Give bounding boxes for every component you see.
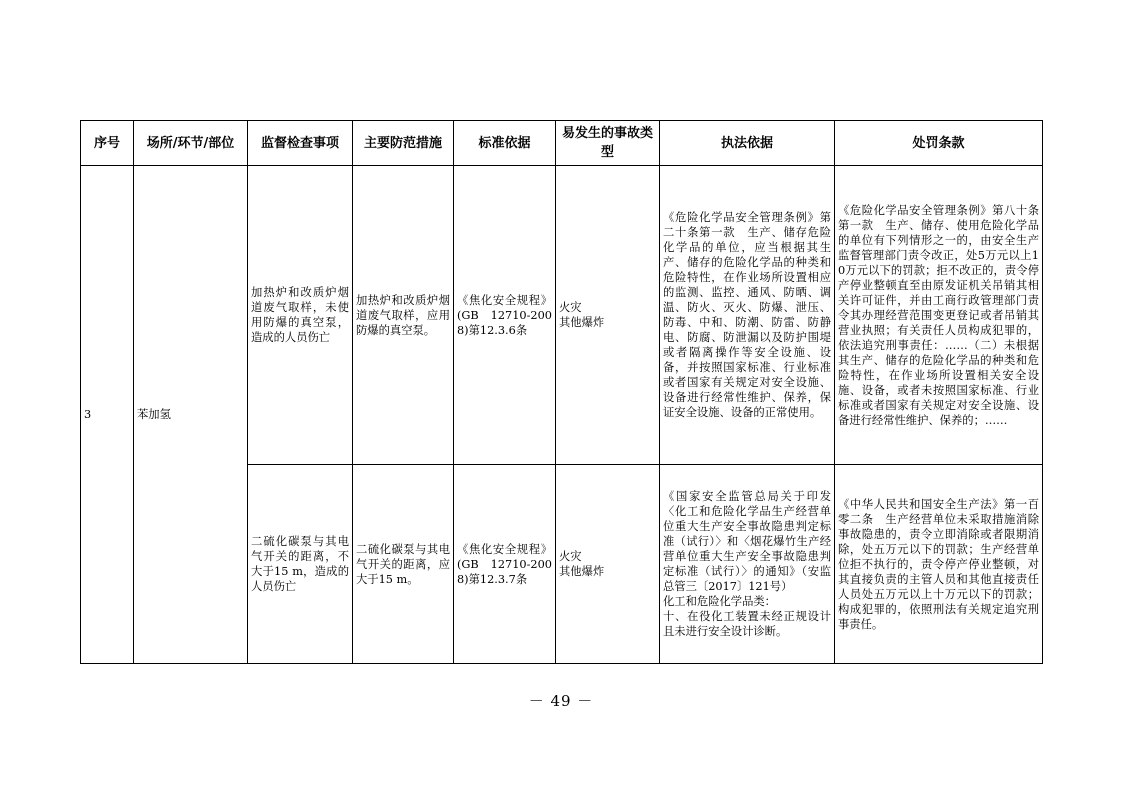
accident-type-cell: 火灾 其他爆炸 [556,166,660,465]
header-preventive-measure: 主要防范措施 [353,121,454,166]
header-location: 场所/环节/部位 [134,121,248,166]
page-number: － 49 － [528,692,594,710]
header-law-basis: 执法依据 [660,121,835,166]
penalty-clause-cell: 《中华人民共和国安全生产法》第一百零二条 生产经营单位未采取措施消除事故隐患的，责令立即消除或者限期消除，处五万元以下的罚款；生产经营单位拒不执行的，责令停产停业整顿，对其直接负责的主管人员和其他直接责任人员处五万元以上十万元以下的罚款；构成犯罪的，依照刑法有关规定追究刑事责任。 [835,465,1043,664]
header-serial: 序号 [81,121,134,166]
header-accident-type: 易发生的事故类型 [556,121,660,166]
law-basis-cell: 《国家安全监管总局关于印发〈化工和危险化学品生产经营单位重大生产安全事故隐患判定标准（试行）〉和〈烟花爆竹生产经营单位重大生产安全事故隐患判定标准（试行）〉的通知》（安监总管三〔2017〕121号） 化工和危险化学品类： 十、在役化工装置未经正规设计且未进行安全设计诊断。 [660,465,835,664]
inspection-item-cell: 二硫化碳泵与其电气开关的距离，不大于15 m，造成的人员伤亡 [248,465,353,664]
standard-basis-cell: 《焦化安全规程》(GB 12710-2008)第12.3.6条 [454,166,556,465]
table-row [81,166,1043,465]
penalty-clause-cell: 《危险化学品安全管理条例》第八十条第一款 生产、储存、使用危险化学品的单位有下列情形之一的，由安全生产监督管理部门责令改正，处5万元以上10万元以下的罚款；拒不改正的，责令停产停业整顿直至由原发证机关吊销其相关许可证件，并由工商行政管理部门责令其办理经营范围变更登记或者吊销其营业执照；有关责任人员构成犯罪的，依法追究刑事责任：……（二）未根据其生产、储存的危险化学品的种类和危险特性，在作业场所设置相关安全设施、设备，或者未按照国家标准、行业标准或者国家有关规定对安全设施、设备进行经常性维护、保养的；…… [835,166,1043,465]
location-cell: 苯加氢 [134,166,248,664]
preventive-measure-cell: 二硫化碳泵与其电气开关的距离，应大于15 m。 [353,465,454,664]
header-inspection-item: 监督检查事项 [248,121,353,166]
law-basis-cell: 《危险化学品安全管理条例》第二十条第一款 生产、储存危险化学品的单位，应当根据其生产、储存的危险化学品的种类和危险特性，在作业场所设置相应的监测、监控、通风、防晒、调温、防火、灭火、防爆、泄压、防毒、中和、防潮、防雷、防静电、防腐、防泄漏以及防护围堤或者隔离操作等安全设施、设备，并按照国家标准、行业标准或者国家有关规定对安全设施、设备进行经常性维护、保养，保证安全设施、设备的正常使用。 [660,166,835,465]
preventive-measure-cell: 加热炉和改质炉烟道废气取样，应用防爆的真空泵。 [353,166,454,465]
standard-basis-cell: 《焦化安全规程》(GB 12710-2008)第12.3.7条 [454,465,556,664]
header-row [81,121,1043,166]
header-standard-basis: 标准依据 [454,121,556,166]
header-penalty-clause: 处罚条款 [835,121,1043,166]
serial-cell: 3 [81,166,134,664]
inspection-table [80,120,1043,664]
accident-type-cell: 火灾 其他爆炸 [556,465,660,664]
inspection-item-cell: 加热炉和改质炉烟道废气取样，未使用防爆的真空泵，造成的人员伤亡 [248,166,353,465]
